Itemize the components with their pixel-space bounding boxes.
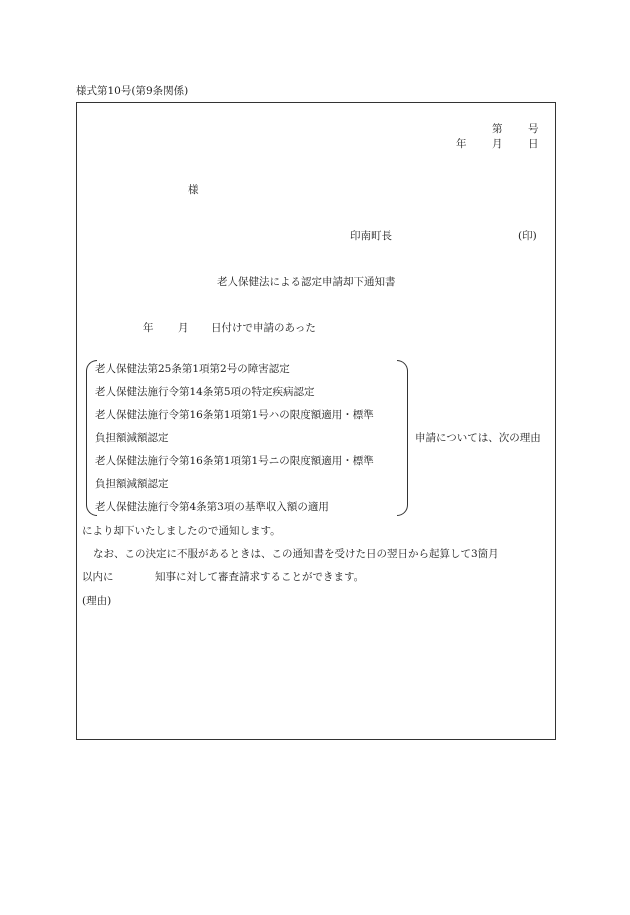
number-go: 号 [528,123,539,135]
body-line-2: なお、この決定に不服があるときは、この通知書を受けた日の翌日から起算して3箇月 [93,548,499,560]
issuer-name: 印南町長 [350,230,392,242]
option-item: 老人保健法施行令第4条第3項の基準収入額の適用 [95,501,329,513]
option-item: 老人保健法施行令第14条第5項の特定疾病認定 [95,386,315,398]
option-item: 老人保健法施行令第16条第1項第1号ハの限度額適用・標準 [95,409,374,421]
form-caption: 様式第10号(第9条関係) [76,85,189,97]
document-title: 老人保健法による認定申請却下通知書 [217,276,396,288]
body-line-1: により却下いたしましたので通知します。 [82,525,281,537]
option-item: 老人保健法施行令第16条第1項第1号ニの限度額適用・標準 [95,455,374,467]
options-suffix: 申請については、次の理由 [415,432,541,444]
app-date-text: 日付けで申請のあった [211,322,316,334]
date-tsuki: 月 [492,138,503,150]
option-item: 負担額減額認定 [95,478,169,490]
addressee-suffix: 様 [188,184,199,196]
body-line-3b: 知事に対して審査請求することができます。 [155,571,365,583]
number-dai: 第 [492,123,503,135]
option-item: 老人保健法第25条第1項第2号の障害認定 [95,363,290,375]
date-hi: 日 [528,138,539,150]
option-item: 負担額減額認定 [95,432,169,444]
app-date-nen: 年 [143,322,154,334]
issuer-seal: (印) [518,230,537,242]
reason-label: (理由) [82,595,112,607]
body-line-3a: 以内に [82,571,114,583]
right-bracket [397,360,408,516]
date-nen: 年 [456,138,467,150]
app-date-tsuki: 月 [178,322,189,334]
